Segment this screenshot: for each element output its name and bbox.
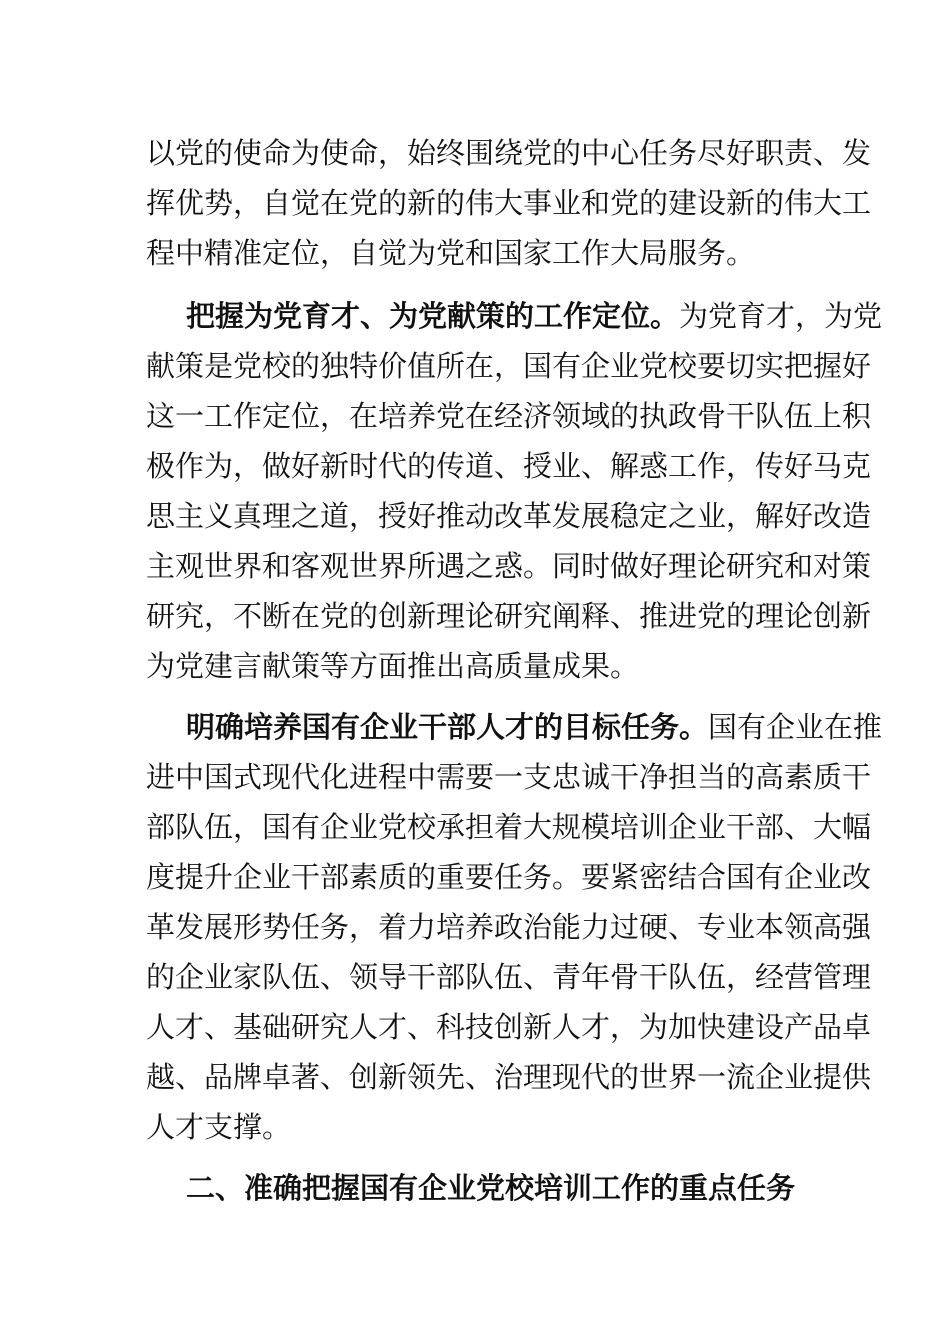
- paragraph-1-line-2: 挥优势，自觉在党的新的伟大事业和党的建设新的伟大工: [146, 186, 872, 220]
- section-heading: 二、准确把握国有企业党校培训工作的重点任务: [186, 1171, 796, 1205]
- paragraph-3-line-4: 度提升企业干部素质的重要任务。要紧密结合国有企业改: [146, 860, 872, 894]
- paragraph-2-line-5: 思主义真理之道，授好推动改革发展稳定之业，解好改造: [146, 499, 872, 533]
- paragraph-3-line-7: 人才、基础研究人才、科技创新人才，为加快建设产品卓: [146, 1010, 872, 1044]
- paragraph-2-line-4: 极作为，做好新时代的传道、授业、解惑工作，传好马克: [146, 449, 872, 483]
- paragraph-2-first-line-rest: 为党育才，为党: [679, 299, 883, 333]
- paragraph-3-line-5: 革发展形势任务，着力培养政治能力过硬、专业本领高强: [146, 910, 872, 944]
- paragraph-3-line-3: 部队伍，国有企业党校承担着大规模培训企业干部、大幅: [146, 810, 872, 844]
- paragraph-2-line-3: 这一工作定位，在培养党在经济领域的执政骨干队伍上积: [146, 399, 872, 433]
- paragraph-2-line-7: 研究，不断在党的创新理论研究阐释、推进党的理论创新: [146, 599, 872, 633]
- paragraph-3-first-line-rest: 国有企业在推: [708, 710, 883, 744]
- paragraph-2-line-8: 为党建言献策等方面推出高质量成果。: [146, 649, 640, 683]
- paragraph-3-line-8: 越、品牌卓著、创新领先、治理现代的世界一流企业提供: [146, 1060, 872, 1094]
- paragraph-3-line-1: [186, 702, 883, 752]
- paragraph-3-line-6: 的企业家队伍、领导干部队伍、青年骨干队伍，经营管理: [146, 960, 872, 994]
- paragraph-3-bold-lead: 明确培养国有企业干部人才的目标任务。: [186, 710, 709, 744]
- paragraph-2-bold-lead: 把握为党育才、为党献策的工作定位。: [186, 299, 680, 333]
- paragraph-3-line-9: 人才支撑。: [146, 1110, 292, 1144]
- paragraph-2-line-1: [186, 291, 883, 341]
- paragraph-2-line-6: 主观世界和客观世界所遇之惑。同时做好理论研究和对策: [146, 549, 872, 583]
- paragraph-2-line-2: 献策是党校的独特价值所在，国有企业党校要切实把握好: [146, 349, 872, 383]
- paragraph-1-line-3: 程中精准定位，自觉为党和国家工作大局服务。: [146, 236, 756, 270]
- paragraph-3-line-2: 进中国式现代化进程中需要一支忠诚干净担当的高素质干: [146, 760, 872, 794]
- paragraph-1-line-1: 以党的使命为使命，始终围绕党的中心任务尽好职责、发: [146, 136, 872, 170]
